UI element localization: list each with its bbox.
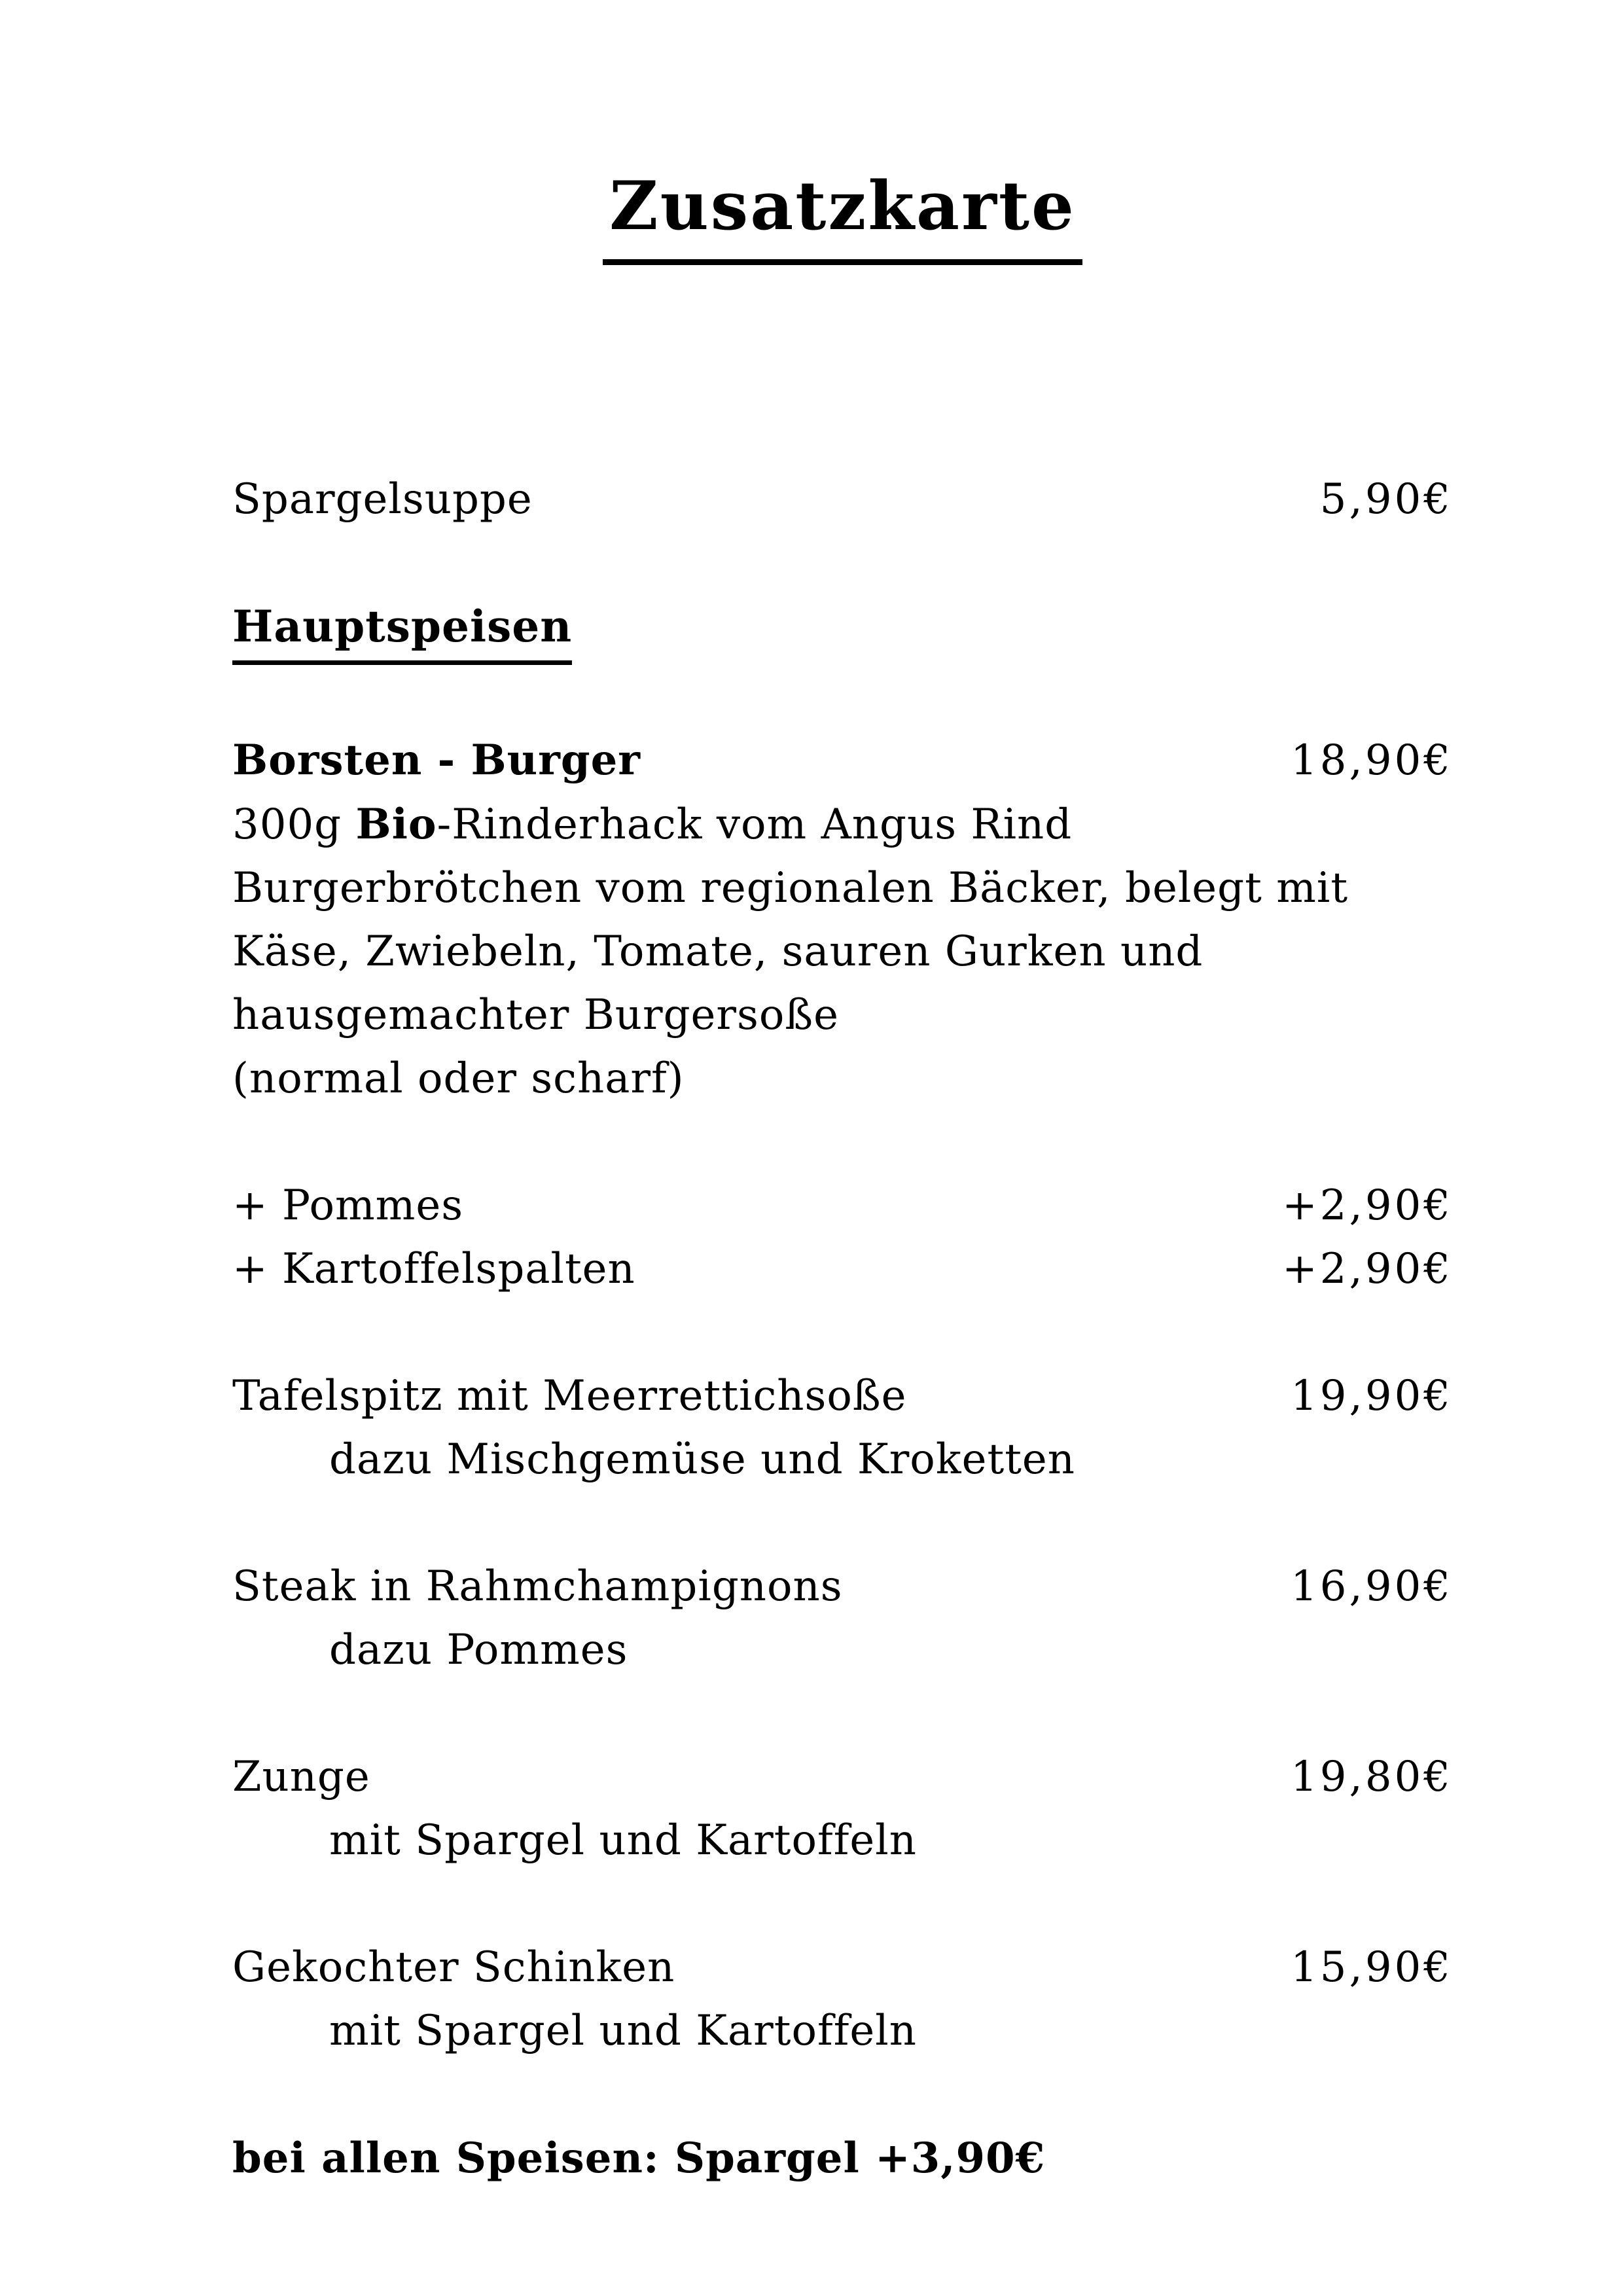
item-description-line bbox=[232, 793, 1453, 857]
item-name: Tafelspitz mit Meerrettichsoße bbox=[232, 1372, 907, 1420]
menu-item-main bbox=[232, 1746, 1453, 1809]
item-name: + Pommes bbox=[232, 1181, 464, 1230]
page-title-text: Zusatzkarte bbox=[603, 157, 1082, 265]
section-heading bbox=[232, 595, 1453, 665]
item-description-line: Burgerbrötchen vom regionalen Bäcker, belegt mit bbox=[232, 864, 1349, 912]
menu-item-main bbox=[232, 1936, 1453, 2000]
item-price: +2,90€ bbox=[1282, 1181, 1453, 1230]
menu-item-starter bbox=[232, 468, 1453, 531]
item-price: 15,90€ bbox=[1291, 1943, 1453, 1992]
description-text-bold: Bio bbox=[355, 800, 437, 849]
description-text: 300g bbox=[232, 800, 356, 849]
item-side-line: dazu Mischgemüse und Kroketten bbox=[329, 1435, 1075, 1484]
item-description-line: Käse, Zwiebeln, Tomate, sauren Gurken und bbox=[232, 927, 1204, 976]
item-side-line: mit Spargel und Kartoffeln bbox=[329, 2007, 917, 2055]
item-name: Gekochter Schinken bbox=[232, 1943, 675, 1992]
item-price: 19,90€ bbox=[1291, 1372, 1453, 1420]
item-description-line: (normal oder scharf) bbox=[232, 1054, 685, 1103]
item-name: Zunge bbox=[232, 1753, 370, 1801]
item-name: Steak in Rahmchampignons bbox=[232, 1562, 843, 1611]
menu-item-burger bbox=[232, 728, 1453, 793]
item-price: 16,90€ bbox=[1291, 1562, 1453, 1611]
page-title bbox=[232, 157, 1453, 265]
menu-item-extra bbox=[232, 1238, 1453, 1301]
menu-item-extra bbox=[232, 1174, 1453, 1238]
item-price: 18,90€ bbox=[1291, 736, 1453, 785]
item-price: 5,90€ bbox=[1319, 475, 1453, 524]
item-name: Spargelsuppe bbox=[232, 475, 533, 524]
description-text: -Rinderhack vom Angus Rind bbox=[437, 800, 1073, 849]
menu-item-main bbox=[232, 1555, 1453, 1619]
item-name: Borsten - Burger bbox=[232, 736, 641, 785]
item-price: +2,90€ bbox=[1282, 1245, 1453, 1293]
item-description-line: hausgemachter Burgersoße bbox=[232, 991, 839, 1039]
item-side-line: mit Spargel und Kartoffeln bbox=[329, 1816, 917, 1865]
section-heading-text: Hauptspeisen bbox=[232, 595, 572, 665]
item-name: + Kartoffelspalten bbox=[232, 1245, 635, 1293]
menu-item-main bbox=[232, 1365, 1453, 1428]
item-side-line: dazu Pommes bbox=[329, 1626, 628, 1674]
footer-note: bei allen Speisen: Spargel +3,90€ bbox=[232, 2134, 1046, 2183]
item-price: 19,80€ bbox=[1291, 1753, 1453, 1801]
